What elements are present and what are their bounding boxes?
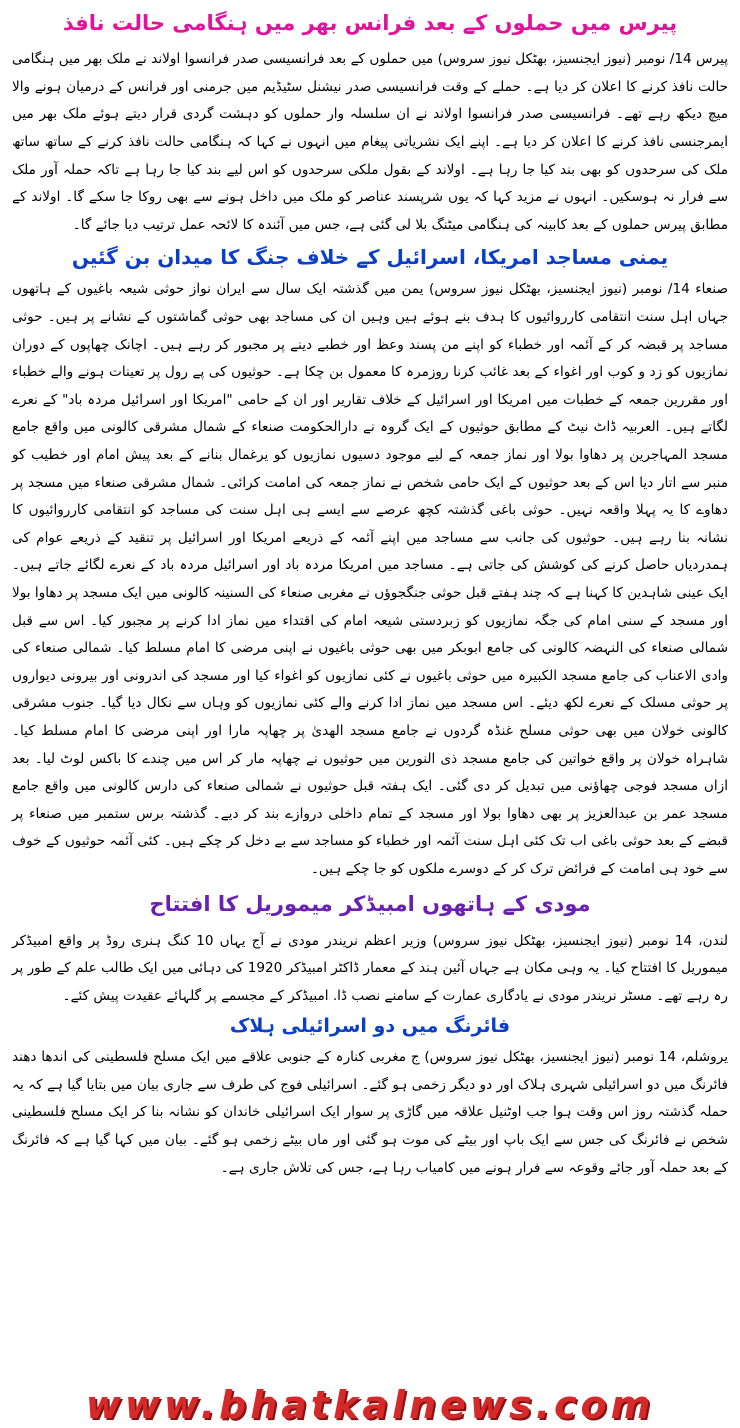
headline-paris-emergency: پیرس میں حملوں کے بعد فرانس بھر میں ہنگامی حالت نافذ — [62, 11, 678, 35]
article-yemen-mosques: صنعاء 14/ نومبر (نیوز ایجنسیز، بھٹکل نیوز سروس) یمن میں گذشتہ ایک سال سے ایران نواز حوثی شیعہ باغیوں کے ہاتھوں جہاں اہل سنت انتقامی کارروائیوں کا ہدف بنے ہوئے ہیں وہیں ان کی مساجد بھی حوثی گماشتوں کے نشانے پر ہیں۔ حوثی مساجد پر قبضہ کر کے آئمہ اور خطباء کو اپنے من پسند وعظ اور خطبے دینے پر مجبور کر رہے ہیں۔ اچانک چھاپوں کے دوران نمازیوں کو زد و کوب اور اغواء کے بعد غائب کرنا روزمرہ کا معمول بن چکا ہے۔ حوثیوں کی پے رول پر تعینات ہونے والے خطباء اور مقررین جمعہ کے خطبات میں امریکا اور اسرائیل کے خلاف تقاریر اور ان کے حامی "امریکا اور اسرائیل مردہ باد" کے نعرے لگاتے ہیں۔ العربیہ ڈاٹ نیٹ کے مطابق حوثیوں کے ایک گروہ نے دارالحکومت صنعاء کے شمال مشرقی کالونی میں واقع جامع مسجد المہاجرین پر دھاوا بولا اور نماز جمعہ کے لیے موجود دسیوں نمازیوں کو یرغمال بنانے کے بعد پیش امام اور خطیب کو منبر سے اتار دیا اس کے بعد حوثیوں کے ایک حامی شخص نے نماز جمعہ کی امامت کرائی۔ شمال مشرقی صنعاء میں مسجد پر دھاوے کا یہ پہلا واقعہ نہیں۔ حوثی باغی گذشتہ کچھ عرصے سے ایسے ہی اہل سنت کی مساجد کو انتقامی کارروائیوں کا نشانہ بنا رہے ہیں۔ حوثیوں کی جانب سے مساجد میں اپنے آئمہ کے ذریعے امریکا اور اسرائیل پر تنقید کے ذریعے عوام کی ہمدردیاں حاصل کرنے کی کوشش کی جاتی ہے۔ مساجد میں امریکا مردہ باد اور اسرائیل مردہ باد کے نعرے لگائے جاتے ہیں۔ ایک عینی شاہدین کا کہنا ہے کہ چند ہفتے قبل حوثی جنگجوؤں نے مغربی صنعاء کی السنینہ کالونی میں ایک مسجد پر دھاوا بولا اور مسجد کے سنی امام کی جگہ نمازیوں کو زبردستی شیعہ امام کی اقتداء میں نماز ادا کرنے پر مجبور کیا۔ اس سے قبل شمالی صنعاء کی النہضہ کالونی کی جامع ابوبکر میں بھی حوثی باغیوں نے اپنی مرضی کا امام مسلط کیا۔ شمالی صنعاء کی وادی الاعناب کی جامع مسجد الکبیرہ میں حوثی باغیوں نے کئی نمازیوں کو اغواء کیا اور مسجد کی اندرونی اور بیرونی دیواروں پر حوثی مسلک کے نعرے لکھ دیئے۔ اس مسجد میں نماز ادا کرنے والے کئی نمازیوں کو وہاں سے نکال دیا گیا۔ جنوب مشرقی کالونی خولان میں بھی حوثی مسلح غنڈہ گردوں نے جامع مسجد الھدیٰ پر چھاپہ مارا اور اپنی مرضی کا امام مسلط کیا۔ شاہراہ خولان پر واقع خواتین کی جامع مسجد ذی النورین میں حوثیوں نے چھاپہ مار کر اس میں چندے کا باکس لوٹ لیا۔ بعد ازاں مسجد فوجی چھاؤنی میں تبدیل کر دی گئی۔ ایک ہفتہ قبل حوثیوں نے شمالی صنعاء کی دارس کالونی میں واقع جامع مسجد عمر بن عبدالعزیز پر بھی دھاوا بولا اور مسجد کے تمام داخلی دروازے بند کر دیے۔ گذشتہ برس ستمبر میں صنعاء پر قبضے کے بعد حوثی باغی اب تک کئی اہل سنت آئمہ اور خطباء کو مساجد سے بے دخل کر چکے ہیں۔ کئی آئمہ حوثیوں کے خوف سے خود ہی امامت کے فرائض ترک کر کے دوسرے ملکوں کو جا چکے ہیں۔ — [12, 281, 728, 877]
headline-yemen-mosques: یمنی مساجد امریکا، اسرائیل کے خلاف جنگ کا میدان بن گئیں — [71, 245, 669, 270]
article-israel-firing: یروشلم، 14 نومبر (نیوز ایجنسیز، بھٹکل نیوز سروس) ج مغربی کنارہ کے جنوبی علاقے میں ایک مسلح فلسطینی کی اندھا دھند فائرنگ میں دو اسرائیلی شہری ہلاک اور دو دیگر زخمی ہو گئے۔ اسرائیلی فوج کی طرف سے جاری بیان میں بتایا گیا ہے کہ یہ حملہ گذشتہ روز اس وقت ہوا جب اوٹنیل علاقہ میں گاڑی پر سوار ایک اسرائیلی خاندان کو نشانہ بنا کر ایک مسلح فلسطینی شخص نے فائرنگ کی جس سے ایک باپ اور بیٹے کی موت ہو گئی اور ماں بیٹے زخمی ہو گئے۔ بیان میں کہا گیا ہے کہ فائرنگ کے بعد حملہ آور جائے وقوعہ سے فرار ہونے میں کامیاب رہا ہے، جس کی تلاش جاری ہے۔ — [12, 1049, 728, 1176]
site-watermark: www.bhatkalnews.com — [85, 1383, 655, 1427]
article-paris-emergency: پیرس 14/ نومبر (نیوز ایجنسیز، بھٹکل نیوز سروس) میں حملوں کے بعد فرانسیسی صدر فرانسوا اولاند نے ملک بھر میں ہنگامی حالت نافذ کرنے کا اعلان کر دیا ہے۔ حملے کے وقت فرانسیسی صدر نیشنل سٹیڈیم میں جرمنی اور فرانس کے درمیان ہونے والا میچ دیکھ رہے تھے۔ فرانسیسی صدر فرانسوا اولاند نے ان سلسلہ وار حملوں کو دہشت گردی قرار دیتے ہوئے ملک بھر میں ایمرجنسی نافذ کرنے کا اعلان کر دیا ہے۔ اپنے ایک نشریاتی پیغام میں انہوں نے کہا کہ ہنگامی حالت نافذ کرنے کے ساتھ ساتھ ملک کی سرحدوں کو بھی بند کیا جا رہا ہے۔ اولاند کے بقول ملکی سرحدوں کو اس لیے بند کیا جا رہا ہے تاکہ حملہ آور ملک سے فرار نہ ہوسکیں۔ انہوں نے مزید کہا کہ یوں شرپسند عناصر کو ملک میں داخل ہونے سے بھی روکا جا سکے گا۔ اولاند کے مطابق پیرس حملوں کے بعد کابینہ کی ہنگامی میٹنگ بلا لی گئی ہے، جس میں آئندہ کا لائحہ عمل ترتیب دیا جائے گا۔ — [12, 51, 728, 233]
headline-israel-firing: فائرنگ میں دو اسرائیلی ہلاک — [229, 1014, 511, 1037]
headline-modi-ambedkar: مودی کے ہاتھوں امبیڈکر میموریل کا افتتاح — [149, 892, 591, 917]
article-modi-ambedkar: لندن، 14 نومبر (نیوز ایجنسیز، بھٹکل نیوز سروس) وزیر اعظم نریندر مودی نے آج یہاں 10 کنگ ہنری روڈ پر واقع امبیڈکر میموریل کا افتتاح کیا۔ یہ وہی مکان ہے جہاں آئین ہند کے معمار ڈاکٹر امبیڈکر 1920 کی دہائی میں ایک طالب علم کے طور پر رہ رہے تھے۔ مسٹر نریندر مودی نے یادگاری عمارت کے سامنے نصب ڈا. امبیڈکر کے مجسمے پر گلہائے عقیدت پیش کئے۔ — [12, 932, 729, 1004]
